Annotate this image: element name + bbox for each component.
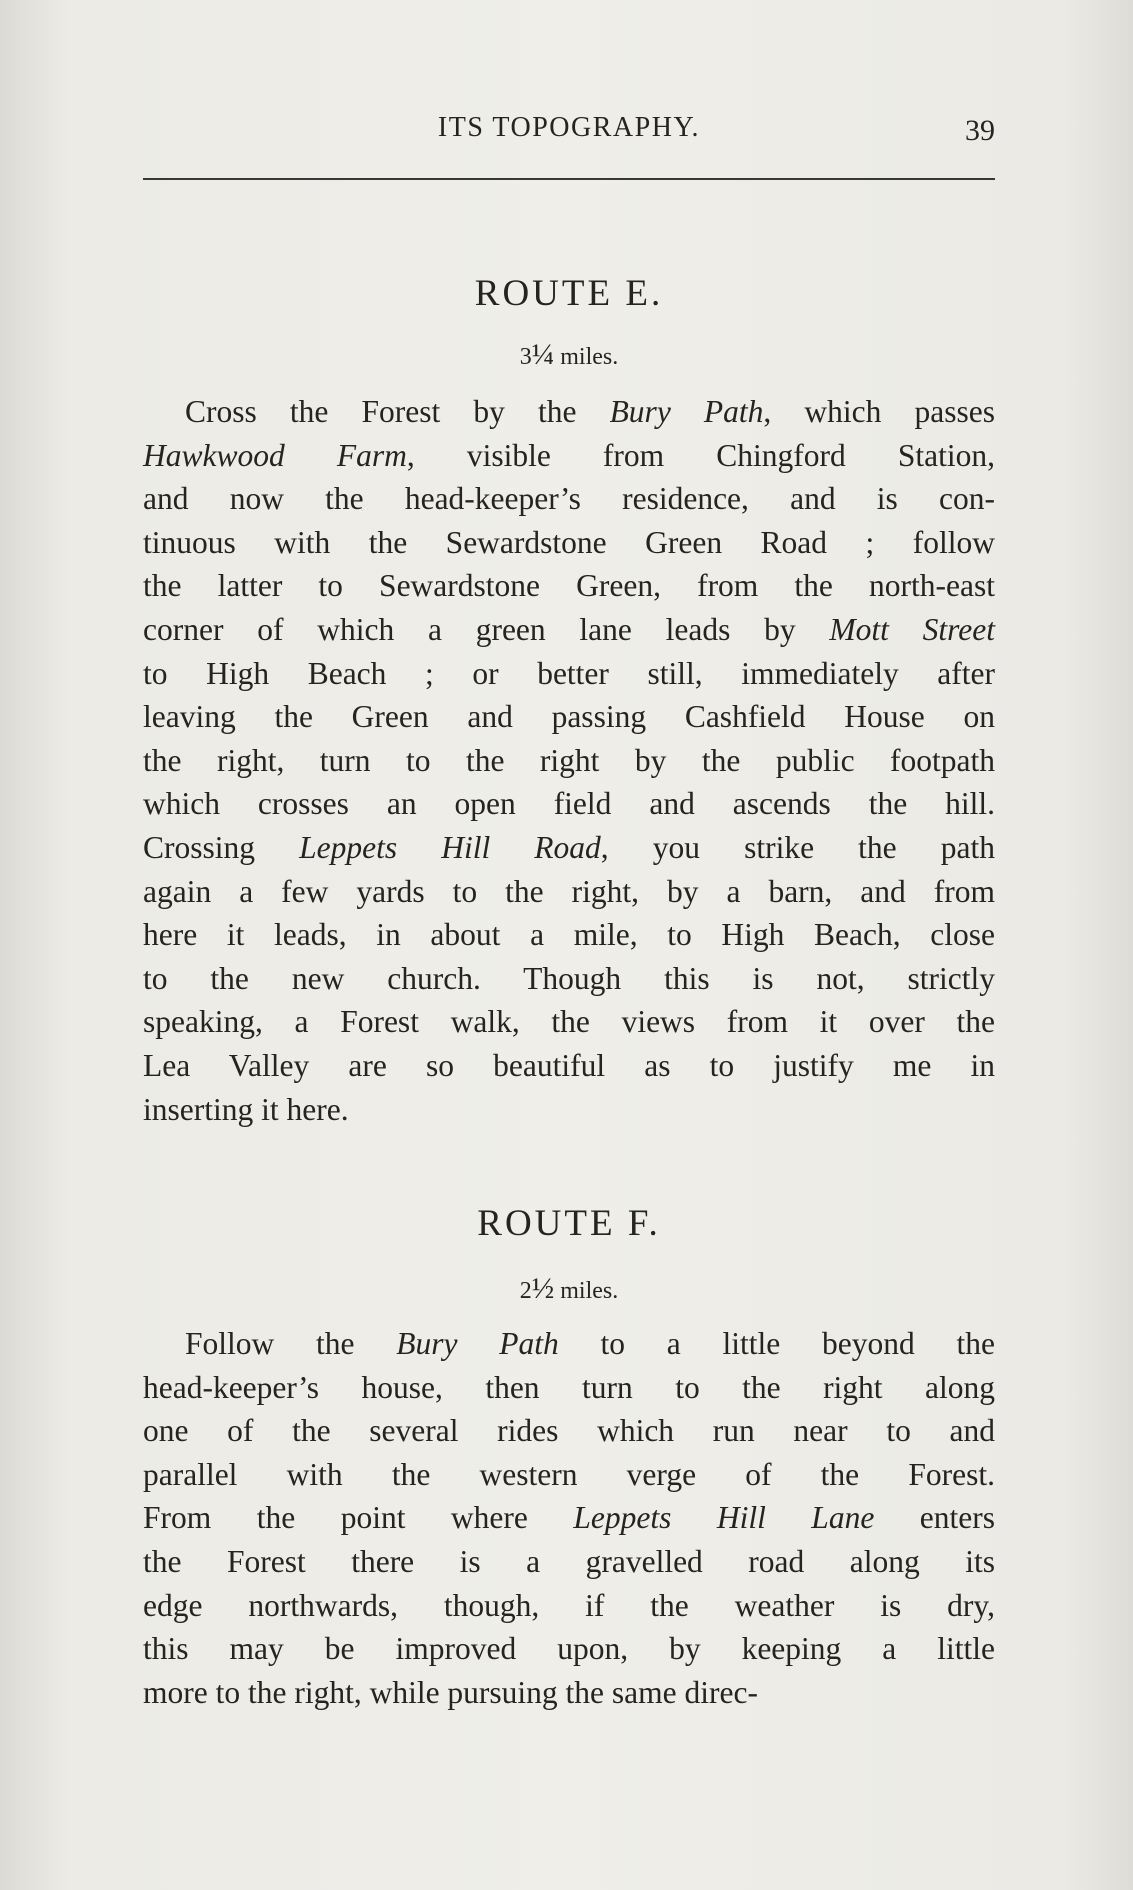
route-f-distance xyxy=(143,1272,995,1306)
route-e-distance-unit: miles. xyxy=(560,344,619,370)
text-line: again a few yards to the right, by a barn, and from xyxy=(143,873,995,909)
italic-place-name: Leppets Hill Lane xyxy=(573,1500,875,1536)
route-e-heading: ROUTE E. xyxy=(474,273,664,314)
text-line: parallel with the western verge of the Forest. xyxy=(143,1456,995,1492)
text-line: the right, turn to the right by the public footpath xyxy=(143,742,995,778)
italic-place-name: Mott Street xyxy=(829,611,995,647)
text-line: Follow the Bury Path to a little beyond the xyxy=(185,1326,995,1361)
text-line: edge northwards, though, if the weather is dry, xyxy=(143,1587,995,1623)
text-line: and now the head-keeper’s residence, and is con- xyxy=(143,481,995,517)
page-number: 39 xyxy=(965,114,995,147)
text-line: one of the several rides which run near to and xyxy=(143,1413,995,1449)
header-rule xyxy=(143,178,995,180)
text-line: the latter to Sewardstone Green, from the north-east xyxy=(143,568,995,604)
route-f-heading: ROUTE F. xyxy=(477,1203,661,1244)
text-line: From the point where Leppets Hill Lane enters xyxy=(143,1500,996,1536)
text-line: to the new church. Though this is not, strictly xyxy=(143,960,995,996)
text-line: more to the right, while pursuing the same direc- xyxy=(143,1674,758,1710)
text-line: this may be improved upon, by keeping a little xyxy=(143,1631,995,1667)
text-line: speaking, a Forest walk, the views from it over the xyxy=(143,1004,995,1040)
italic-place-name: Bury Path xyxy=(609,394,764,429)
text-line: Lea Valley are so beautiful as to justify me in xyxy=(143,1047,995,1083)
route-f-paragraph xyxy=(143,1322,995,1714)
text-line: corner of which a green lane leads by Mott Street xyxy=(143,611,995,647)
route-e-distance-fraction: ¼ xyxy=(531,338,555,371)
text-line: which crosses an open field and ascends the hill. xyxy=(143,786,995,822)
text-line: Crossing Leppets Hill Road, you strike the path xyxy=(143,829,995,865)
route-e-paragraph xyxy=(143,390,995,1131)
italic-place-name: Hawkwood Farm xyxy=(143,437,407,473)
text-line: the Forest there is a gravelled road along its xyxy=(143,1543,995,1579)
text-line: Hawkwood Farm, visible from Chingford Station, xyxy=(143,437,995,473)
route-e-distance xyxy=(143,338,995,372)
route-f-distance-fraction: ½ xyxy=(531,1272,555,1305)
text-line: Cross the Forest by the Bury Path, which passes xyxy=(185,394,995,429)
text-line: inserting it here. xyxy=(143,1091,349,1127)
text-line: leaving the Green and passing Cashfield House on xyxy=(143,699,995,735)
running-title: ITS TOPOGRAPHY. xyxy=(437,112,701,143)
route-f-distance-whole: 2 xyxy=(519,1278,532,1304)
text-line: head-keeper’s house, then turn to the right along xyxy=(143,1369,995,1405)
route-e-distance-whole: 3 xyxy=(519,344,532,370)
text-line: to High Beach ; or better still, immediately after xyxy=(143,655,995,691)
route-f-distance-unit: miles. xyxy=(560,1278,619,1304)
italic-place-name: Bury Path xyxy=(396,1326,559,1361)
text-line: here it leads, in about a mile, to High Beach, close xyxy=(143,917,995,953)
text-line: tinuous with the Sewardstone Green Road ; follow xyxy=(143,524,995,560)
italic-place-name: Leppets Hill Road xyxy=(299,829,601,865)
running-head xyxy=(143,112,995,152)
